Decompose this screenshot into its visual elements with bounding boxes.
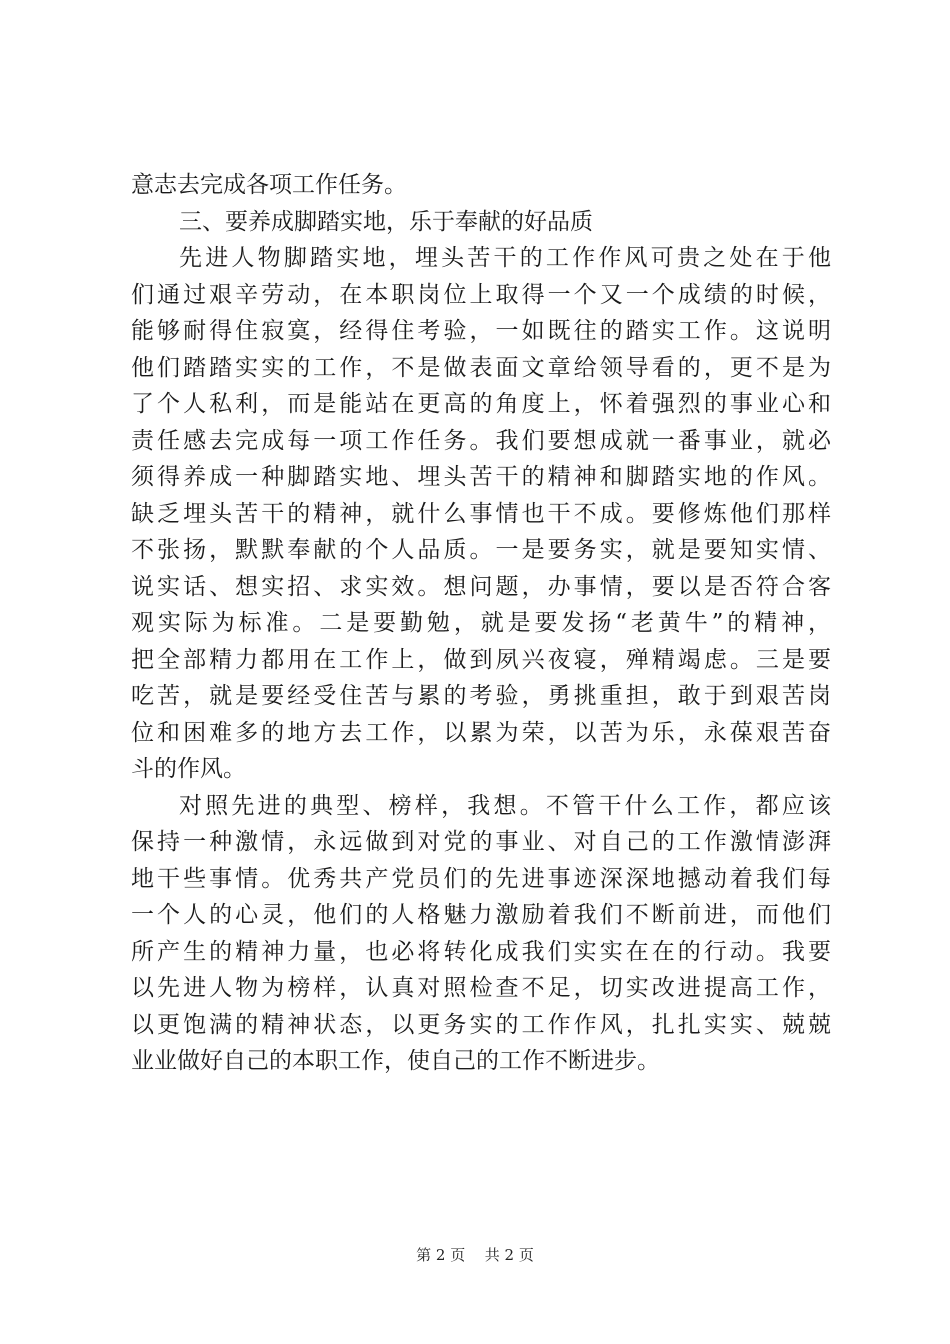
text-line: 对照先进的典型、榜样，我想。不管干什么工作，都应该 xyxy=(179,792,831,819)
text-line: 吃苦，就是要经受住苦与累的考验，勇挑重担，敢于到艰苦岗 xyxy=(131,683,831,709)
text-line: 须得养成一种脚踏实地、埋头苦干的精神和脚踏实地的作风。 xyxy=(131,464,831,490)
text-line: 一个人的心灵，他们的人格魅力激励着我们不断前进，而他们 xyxy=(131,902,831,928)
text-line: 不张扬，默默奉献的个人品质。一是要务实，就是要知实情、 xyxy=(131,537,831,563)
text-line: 缺乏埋头苦干的精神，就什么事情也干不成。要修炼他们那样 xyxy=(131,500,831,527)
text-line: 们通过艰辛劳动，在本职岗位上取得一个又一个成绩的时候， xyxy=(131,281,831,308)
text-line: 能够耐得住寂寞，经得住考验，一如既往的踏实工作。这说明 xyxy=(131,318,831,344)
section-heading: 三、要养成脚踏实地，乐于奉献的好品质 xyxy=(179,208,593,235)
text-line: 把全部精力都用在工作上，做到夙兴夜寝，殚精竭虑。三是要 xyxy=(131,646,831,673)
text-line: 以先进人物为榜样，认真对照检查不足，切实改进提高工作， xyxy=(131,975,831,1001)
text-line: 观实际为标准。二是要勤勉，就是要发扬“老黄牛”的精神， xyxy=(131,610,831,636)
page-number: 第 2 页 xyxy=(416,1246,466,1264)
text-line: 说实话、想实招、求实效。想问题，办事情，要以是否符合客 xyxy=(131,573,831,600)
text-line: 业业做好自己的本职工作，使自己的工作不断进步。 xyxy=(131,1048,660,1074)
page-total: 共 2 页 xyxy=(484,1246,534,1264)
page-footer xyxy=(0,1244,950,1266)
text-line: 斗的作风。 xyxy=(131,756,246,782)
text-line: 以更饱满的精神状态，以更务实的工作作风，扎扎实实、兢兢 xyxy=(131,1011,831,1038)
text-line: 责任感去完成每一项工作任务。我们要想成就一番事业，就必 xyxy=(131,427,831,454)
text-line: 所产生的精神力量，也必将转化成我们实实在在的行动。我要 xyxy=(131,938,831,965)
text-line: 地干些事情。优秀共产党员们的先进事迹深深地撼动着我们每 xyxy=(131,865,831,892)
text-line: 位和困难多的地方去工作，以累为荣，以苦为乐，永葆艰苦奋 xyxy=(131,719,831,746)
text-line: 了个人私利，而是能站在更高的角度上，怀着强烈的事业心和 xyxy=(131,391,831,417)
document-body xyxy=(131,167,831,1080)
text-line: 保持一种激情，永远做到对党的事业、对自己的工作激情澎湃 xyxy=(131,829,831,855)
text-line: 意志去完成各项工作任务。 xyxy=(131,172,407,198)
text-line: 先进人物脚踏实地，埋头苦干的工作作风可贵之处在于他 xyxy=(179,245,831,271)
text-line: 他们踏踏实实的工作，不是做表面文章给领导看的，更不是为 xyxy=(131,354,831,381)
